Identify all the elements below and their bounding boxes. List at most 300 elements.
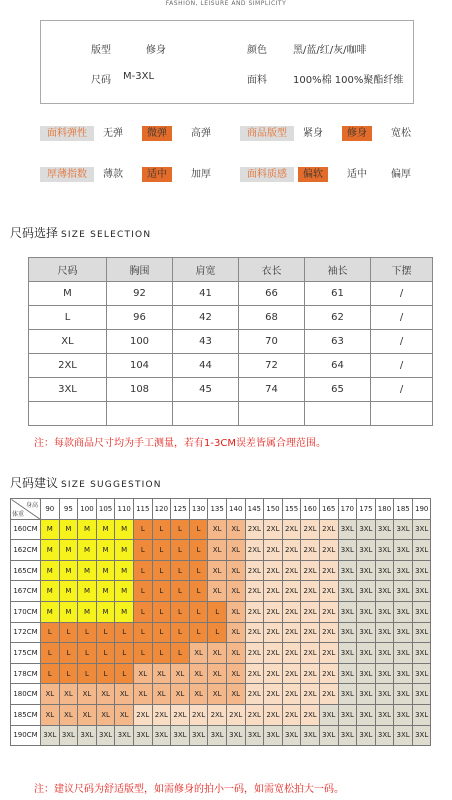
size-cell: L [133,581,152,602]
weight-header-cell: 150 [264,499,283,520]
size-cell: 2XL [245,581,264,602]
table-cell: 42 [173,306,239,330]
size-cell: XL [208,540,227,561]
size-cell: 2XL [264,601,283,622]
attribute-option[interactable]: 加厚 [186,167,216,182]
size-cell: XL [226,643,245,664]
size-cell: M [59,601,78,622]
size-cell: 3XL [412,684,431,705]
size-cell: XL [208,560,227,581]
size-cell: 3XL [394,643,413,664]
size-cell: 3XL [394,519,413,540]
size-cell: L [96,643,115,664]
size-cell: 2XL [301,560,320,581]
size-cell: L [133,560,152,581]
table-cell: 61 [305,282,371,306]
size-cell: 2XL [245,560,264,581]
size-cell: L [152,622,171,643]
size-cell: XL [226,581,245,602]
weight-header-cell: 160 [301,499,320,520]
size-cell: XL [189,684,208,705]
size-cell: XL [171,663,190,684]
size-cell: 3XL [375,663,394,684]
grid-row [11,663,431,684]
size-cell: 2XL [152,704,171,725]
size-cell: XL [115,704,134,725]
size-cell: M [78,601,97,622]
size-cell: XL [226,622,245,643]
size-cell: 2XL [319,622,338,643]
weight-header-cell: 170 [338,499,357,520]
weight-header-cell: 155 [282,499,301,520]
size-cell: L [41,663,60,684]
weight-header-cell: 135 [208,499,227,520]
grid-row [11,601,431,622]
attribute-option[interactable]: 适中 [342,167,372,182]
size-cell: M [96,581,115,602]
table-cell: 62 [305,306,371,330]
table-row [29,354,433,378]
size-cell: 2XL [319,519,338,540]
size-cell: 3XL [264,725,283,746]
size-cell: XL [189,663,208,684]
size-cell: L [152,601,171,622]
weight-header-cell: 90 [41,499,60,520]
size-cell: XL [208,643,227,664]
table-cell: 2XL [29,354,107,378]
height-label-cell: 190CM [11,725,41,746]
size-cell: M [115,560,134,581]
size-cell: XL [152,684,171,705]
size-cell: M [96,601,115,622]
size-cell: 2XL [282,560,301,581]
size-cell: L [78,622,97,643]
table-cell [305,402,371,426]
attribute-label: 商品版型 [240,126,294,141]
weight-header-cell: 115 [133,499,152,520]
size-cell: M [96,540,115,561]
weight-header-cell: 140 [226,499,245,520]
attribute-label: 厚薄指数 [40,167,94,182]
size-cell: 3XL [412,581,431,602]
size-cell: 3XL [412,519,431,540]
size-cell: 3XL [412,725,431,746]
size-cell: M [115,519,134,540]
height-label-cell: 162CM [11,540,41,561]
size-cell: 3XL [394,601,413,622]
size-cell: XL [189,643,208,664]
size-cell: L [133,601,152,622]
size-cell: XL [41,704,60,725]
height-label-cell: 167CM [11,581,41,602]
size-cell: 3XL [338,643,357,664]
size-cell: L [171,540,190,561]
size-cell: XL [226,560,245,581]
table-cell: 104 [107,354,173,378]
size-cell: L [152,581,171,602]
attribute-option[interactable]: 偏厚 [386,167,416,182]
size-cell: 2XL [264,663,283,684]
size-cell: 3XL [412,540,431,561]
size-cell: 3XL [338,519,357,540]
size-cell: 3XL [394,581,413,602]
size-cell: 3XL [412,601,431,622]
size-cell: L [115,663,134,684]
table-cell: / [371,282,433,306]
grid-row [11,519,431,540]
size-cell: 2XL [171,704,190,725]
size-cell: 3XL [357,560,376,581]
size-cell: 3XL [412,622,431,643]
size-cell: 3XL [96,725,115,746]
size-cell: M [41,560,60,581]
size-cell: 3XL [171,725,190,746]
table-cell: 64 [305,354,371,378]
size-cell: XL [59,684,78,705]
size-cell: L [41,622,60,643]
size-cell: L [152,540,171,561]
size-cell: 3XL [357,581,376,602]
size-cell: L [189,601,208,622]
size-cell: 3XL [357,704,376,725]
attribute-option[interactable]: 宽松 [386,126,416,141]
weight-header-cell: 105 [96,499,115,520]
size-cell: 3XL [394,622,413,643]
size-cell: L [59,643,78,664]
size-cell: 2XL [264,540,283,561]
size-cell: M [115,601,134,622]
size-cell: 3XL [375,684,394,705]
size-cell: 2XL [245,519,264,540]
size-cell: 2XL [301,643,320,664]
size-cell: L [208,601,227,622]
weight-header-cell: 125 [171,499,190,520]
grid-row [11,540,431,561]
size-cell: M [41,581,60,602]
size-table-header-cell: 肩宽 [173,258,239,282]
size-table-header-cell: 袖长 [305,258,371,282]
size-suggestion-title-en: SIZE SUGGESTION [61,480,162,490]
size-cell: L [133,643,152,664]
grid-header-row [11,499,431,520]
size-cell: 2XL [282,663,301,684]
size-cell: M [41,601,60,622]
size-cell: 2XL [282,540,301,561]
table-cell: XL [29,330,107,354]
table-row [29,306,433,330]
size-cell: M [41,519,60,540]
size-cell: 2XL [208,704,227,725]
size-cell: 3XL [245,725,264,746]
size-cell: XL [96,684,115,705]
table-cell: 92 [107,282,173,306]
grid-row [11,643,431,664]
size-cell: 3XL [375,622,394,643]
size-cell: 2XL [301,684,320,705]
grid-row [11,622,431,643]
size-cell: M [59,581,78,602]
weight-header-cell: 130 [189,499,208,520]
table-cell: 74 [239,378,305,402]
size-cell: 2XL [264,560,283,581]
size-note: 注：每款商品尺寸均为手工测量，若有1-3CM误差皆属合理范围。 [34,438,326,449]
size-cell: 3XL [338,663,357,684]
attribute-option[interactable]: 适中 [142,167,172,182]
size-cell: 3XL [338,684,357,705]
table-cell: 65 [305,378,371,402]
table-cell: 63 [305,330,371,354]
size-cell: 3XL [357,622,376,643]
size-cell: 2XL [319,684,338,705]
size-cell: 2XL [245,684,264,705]
size-cell: 3XL [357,725,376,746]
size-cell: 2XL [301,601,320,622]
size-cell: 2XL [301,622,320,643]
size-cell: 3XL [338,601,357,622]
size-cell: 2XL [282,581,301,602]
size-cell: L [171,643,190,664]
size-cell: 3XL [338,704,357,725]
weight-header-cell: 100 [78,499,97,520]
corner-height-label: 身高 [25,502,38,509]
size-cell: 2XL [282,622,301,643]
size-cell: 3XL [357,684,376,705]
size-cell: 2XL [319,663,338,684]
size-cell: XL [226,601,245,622]
size-cell: 2XL [319,540,338,561]
size-cell: 3XL [357,601,376,622]
weight-header-cell: 110 [115,499,134,520]
table-cell: 68 [239,306,305,330]
table-cell: 100 [107,330,173,354]
size-cell: 2XL [189,704,208,725]
size-table-header-cell: 下摆 [371,258,433,282]
size-cell: 3XL [208,725,227,746]
size-cell: L [133,622,152,643]
size-cell: 2XL [301,663,320,684]
size-cell: 3XL [375,643,394,664]
grid-row [11,684,431,705]
size-cell: M [78,540,97,561]
size-cell: 2XL [264,581,283,602]
product-info-box [40,20,414,104]
fabric-label: 面料 [247,75,267,86]
size-cell: L [78,663,97,684]
size-cell: 2XL [245,643,264,664]
table-row [29,402,433,426]
size-cell: L [171,581,190,602]
size-cell: XL [78,704,97,725]
size-cell: 2XL [282,643,301,664]
size-cell: XL [208,581,227,602]
size-label: 尺码 [91,75,111,86]
size-table-header-cell: 尺码 [29,258,107,282]
size-selection-title-en: SIZE SELECTION [61,230,152,240]
table-cell: 66 [239,282,305,306]
size-cell: M [78,581,97,602]
size-cell: L [152,519,171,540]
attribute-option[interactable]: 薄款 [98,167,128,182]
size-cell: 3XL [338,725,357,746]
attribute-option[interactable]: 微弹 [142,126,172,141]
size-cell: XL [226,519,245,540]
table-cell: 45 [173,378,239,402]
size-cell: L [115,622,134,643]
size-cell: 3XL [338,540,357,561]
size-cell: 3XL [357,663,376,684]
size-cell: L [208,622,227,643]
size-suggestion-grid [10,498,431,746]
height-label-cell: 185CM [11,704,41,725]
size-cell: L [96,663,115,684]
attribute-label: 面料弹性 [40,126,94,141]
table-cell: / [371,330,433,354]
height-label-cell: 175CM [11,643,41,664]
attribute-option[interactable]: 紧身 [298,126,328,141]
size-cell: 3XL [394,704,413,725]
size-cell: XL [78,684,97,705]
table-cell: 44 [173,354,239,378]
size-cell: 3XL [115,725,134,746]
grid-corner-cell [11,499,41,520]
size-table [28,257,433,426]
size-cell: 3XL [375,560,394,581]
size-cell: L [171,519,190,540]
size-cell: 3XL [357,540,376,561]
size-cell: L [189,560,208,581]
size-cell: 3XL [357,519,376,540]
style-value: 修身 [146,45,166,56]
size-cell: XL [208,663,227,684]
size-selection-title-cn: 尺码选择 [10,226,59,240]
attribute-option[interactable]: 无弹 [98,126,128,141]
size-cell: 2XL [133,704,152,725]
size-cell: 2XL [301,581,320,602]
size-cell: 2XL [301,704,320,725]
weight-header-cell: 180 [375,499,394,520]
height-label-cell: 160CM [11,519,41,540]
table-cell: M [29,282,107,306]
size-cell: L [189,540,208,561]
size-cell: M [115,581,134,602]
size-cell: L [115,643,134,664]
size-cell: XL [226,684,245,705]
size-cell: 2XL [301,540,320,561]
table-row [29,282,433,306]
size-cell: 2XL [245,622,264,643]
weight-header-cell: 190 [412,499,431,520]
size-cell: L [189,581,208,602]
size-cell: XL [208,684,227,705]
table-cell: / [371,306,433,330]
size-cell: 3XL [394,540,413,561]
table-cell [239,402,305,426]
size-cell: 2XL [245,704,264,725]
size-cell: XL [133,663,152,684]
size-cell: L [59,663,78,684]
attribute-option[interactable]: 修身 [342,126,372,141]
size-cell: 2XL [245,601,264,622]
size-cell: 3XL [412,704,431,725]
table-cell: 70 [239,330,305,354]
size-cell: 2XL [264,704,283,725]
style-label: 版型 [91,45,111,56]
size-cell: M [96,519,115,540]
size-table-header-cell: 衣长 [239,258,305,282]
size-cell: XL [208,519,227,540]
size-cell: M [59,519,78,540]
size-cell: 3XL [338,581,357,602]
size-cell: 3XL [41,725,60,746]
attribute-option[interactable]: 偏软 [298,167,328,182]
size-cell: 2XL [264,622,283,643]
size-cell: 2XL [282,704,301,725]
size-cell: M [78,560,97,581]
size-cell: L [171,601,190,622]
table-cell [173,402,239,426]
size-cell: 3XL [375,540,394,561]
size-cell: 2XL [319,601,338,622]
table-cell: / [371,354,433,378]
weight-header-cell: 185 [394,499,413,520]
size-cell: 3XL [133,725,152,746]
size-cell: 3XL [375,601,394,622]
size-cell: 3XL [394,684,413,705]
size-cell: M [96,560,115,581]
size-cell: 3XL [319,704,338,725]
size-cell: 2XL [264,684,283,705]
size-cell: 3XL [375,519,394,540]
weight-header-cell: 175 [357,499,376,520]
corner-weight-label: 体重 [12,510,25,518]
tagline: FASHION, LEISURE AND SIMPLICITY [165,0,287,7]
size-cell: L [59,622,78,643]
height-label-cell: 180CM [11,684,41,705]
suggestion-note: 注：建议尺码为舒适版型，如需修身的拍小一码，如需宽松拍大一码。 [34,784,344,795]
size-cell: 3XL [319,725,338,746]
size-suggestion-title-cn: 尺码建议 [10,476,59,490]
size-cell: 3XL [59,725,78,746]
size-value: M-3XL [123,71,155,82]
size-cell: 2XL [301,519,320,540]
size-table-header-cell: 胸围 [107,258,173,282]
table-cell [107,402,173,426]
table-cell: 96 [107,306,173,330]
size-table-header-row [29,258,433,282]
size-cell: L [152,560,171,581]
size-cell: 3XL [375,704,394,725]
size-cell: 3XL [394,663,413,684]
size-cell: XL [226,540,245,561]
size-cell: M [41,540,60,561]
size-cell: XL [171,684,190,705]
grid-row [11,560,431,581]
attribute-option[interactable]: 高弹 [186,126,216,141]
size-cell: L [133,519,152,540]
height-label-cell: 178CM [11,663,41,684]
size-cell: 3XL [301,725,320,746]
table-cell: 41 [173,282,239,306]
size-cell: L [78,643,97,664]
weight-header-cell: 120 [152,499,171,520]
size-cell: L [189,622,208,643]
size-cell: XL [59,704,78,725]
size-cell: 3XL [357,643,376,664]
table-cell: / [371,378,433,402]
size-cell: 3XL [394,560,413,581]
table-cell [371,402,433,426]
size-cell: 3XL [412,663,431,684]
